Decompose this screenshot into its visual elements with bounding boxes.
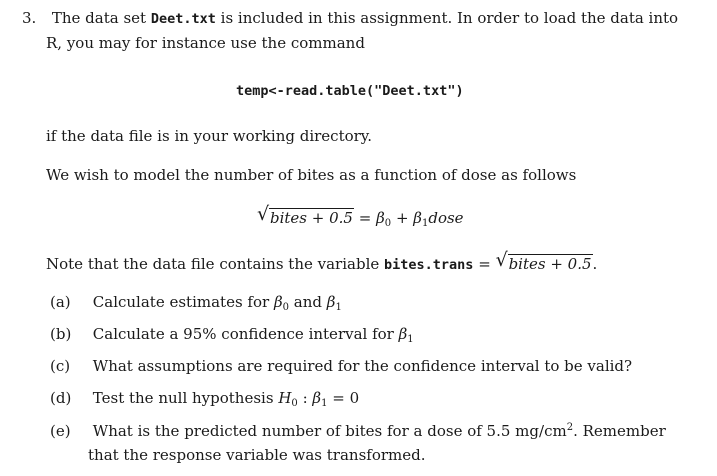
problem-intro-line-1 [22, 8, 678, 29]
intro-text-1: The data set [51, 9, 147, 27]
note-sqrt-radical: √ [495, 249, 508, 271]
note-sqrt-expression [495, 249, 593, 274]
unit-exponent: 2 [566, 422, 574, 433]
intro-text-2: is included in this assignment. In order to load the data into [220, 9, 679, 27]
model-intro: We wish to model the number of bites as a function of dose as follows [46, 166, 577, 184]
item-text-end: . Remember [573, 422, 666, 440]
item-text: What is the predicted number of bites for a dose of 5.5 mg/cm [92, 422, 567, 440]
beta0: $\beta_0$ [376, 209, 392, 229]
list-item-a [50, 292, 342, 312]
beta1: $\beta_1$ [312, 389, 328, 409]
beta0: $\beta_0$ [273, 293, 289, 313]
model-equation [257, 203, 464, 229]
dose-variable: dose [428, 209, 464, 227]
list-item-e-continuation: that the response variable was transformed. [88, 446, 426, 464]
note-text: Note that the data file contains the variable [46, 255, 380, 273]
beta1: $\beta_1$ [326, 293, 342, 313]
problem-number: 3. [22, 9, 37, 27]
list-item-c [50, 356, 632, 376]
equation-equals: = [358, 209, 372, 227]
sqrt-expression [257, 203, 354, 228]
problem-intro-line-2: R, you may for instance use the command [46, 34, 365, 52]
list-item-b [50, 324, 414, 344]
equation-plus: + [395, 209, 409, 227]
sqrt-radical: √ [257, 203, 270, 225]
hypothesis-colon: : [302, 389, 308, 407]
note-equals: = [478, 255, 491, 273]
note-period: . [592, 255, 598, 273]
list-item-d [50, 388, 359, 408]
item-and: and [293, 293, 322, 311]
null-hypothesis: $H_0$ [278, 389, 298, 409]
sqrt-radicand: bites + 0.5 [270, 209, 353, 227]
beta1: $\beta_1$ [413, 209, 429, 229]
item-label: (a) [50, 293, 71, 311]
item-text: What assumptions are required for the confidence interval to be valid? [92, 357, 633, 375]
item-text: Test the null hypothesis [92, 389, 274, 407]
item-label: (c) [50, 357, 71, 375]
item-label: (e) [50, 422, 71, 440]
note-sqrt-radicand: bites + 0.5 [508, 255, 592, 273]
beta1: $\beta_1$ [398, 325, 414, 345]
r-command: temp<-read.table("Deet.txt") [236, 83, 464, 99]
item-text: Calculate a 95% confidence interval for [92, 325, 394, 343]
directory-note: if the data file is in your working directory. [46, 127, 373, 145]
item-label: (b) [50, 325, 72, 343]
item-label: (d) [50, 389, 72, 407]
file-name: Deet.txt [150, 11, 216, 27]
hypothesis-value: = 0 [332, 389, 360, 407]
note-variable: bites.trans [384, 257, 474, 273]
item-text: Calculate estimates for [92, 293, 270, 311]
variable-note [46, 249, 598, 275]
list-item-e [50, 421, 666, 441]
